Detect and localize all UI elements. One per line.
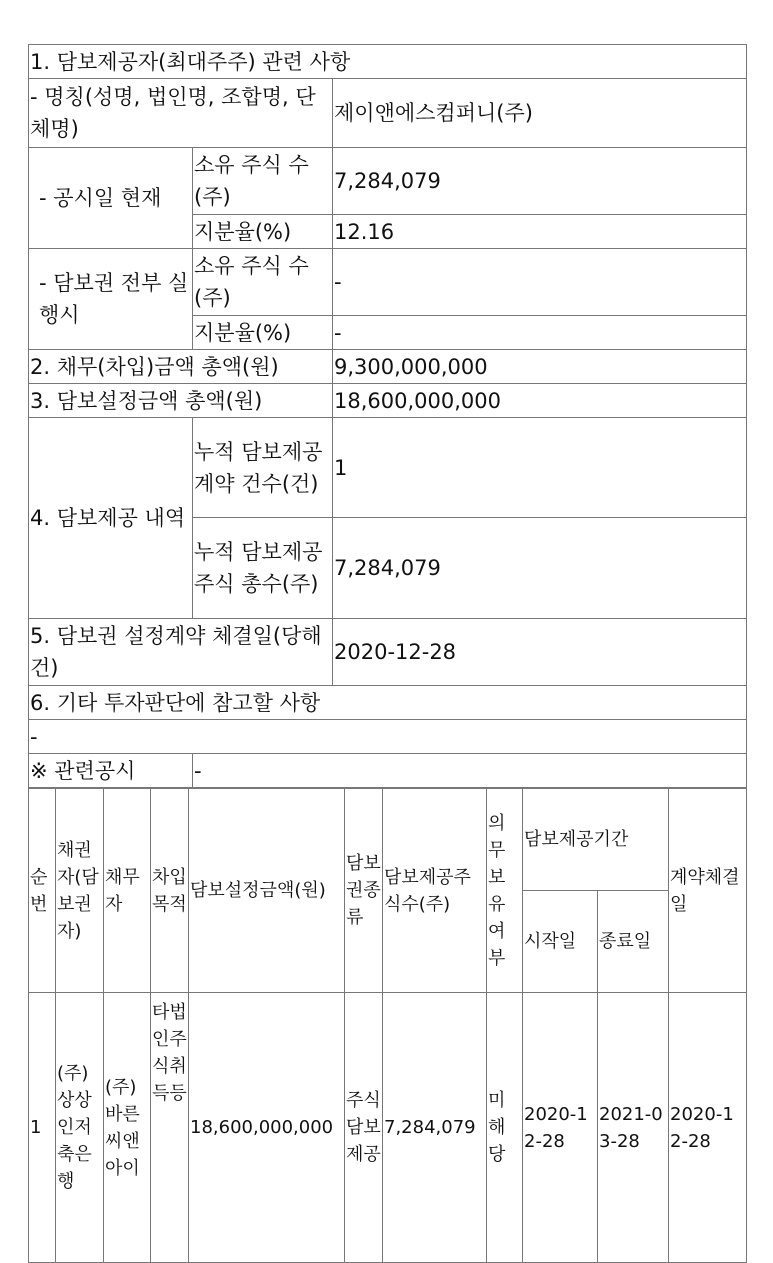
- exercise-ratio-value: -: [333, 316, 747, 350]
- row-type: 주식담보제공: [345, 993, 383, 1263]
- contract-count-value: 1: [333, 418, 747, 518]
- collateral-amount-label: 3. 담보설정금액 총액(원): [29, 384, 333, 418]
- exercise-ratio-label: 지분율(%): [193, 316, 333, 350]
- current-ratio-label: 지분율(%): [193, 215, 333, 249]
- row-start: 2020-12-28: [523, 993, 598, 1263]
- exercise-label: - 담보권 전부 실행시: [29, 249, 193, 350]
- holder-name-label: - 명칭(성명, 법인명, 조합명, 단체명): [29, 79, 333, 148]
- contract-date-label: 5. 담보권 설정계약 체결일(당해 건): [29, 619, 333, 686]
- header-contract-date: 계약체결일: [669, 789, 747, 993]
- row-creditor: (주)상상인저축은행: [56, 993, 104, 1263]
- header-start: 시작일: [523, 891, 598, 993]
- header-end: 종료일: [598, 891, 669, 993]
- disclosure-sheet: [28, 44, 746, 1263]
- row-purpose: 타법인주식취득등: [151, 993, 189, 1263]
- collateral-amount-value: 18,600,000,000: [333, 384, 747, 418]
- related-disclosure-label: ※ 관련공시: [29, 754, 193, 788]
- header-debtor: 채무자: [104, 789, 151, 993]
- related-disclosure-value: -: [193, 754, 747, 788]
- contract-count-label: 누적 담보제공 계약 건수(건): [193, 418, 333, 518]
- row-debtor: (주)바른씨앤아이: [104, 993, 151, 1263]
- exercise-shares-value: -: [333, 249, 747, 316]
- header-duty: 의무보유여부: [487, 789, 523, 993]
- exercise-shares-label: 소유 주식 수(주): [193, 249, 333, 316]
- row-end: 2021-03-28: [598, 993, 669, 1263]
- collateral-detail-table: [28, 788, 747, 1263]
- header-shares: 담보제공주식수(주): [383, 789, 487, 993]
- contract-date-value: 2020-12-28: [333, 619, 747, 686]
- summary-table: [28, 44, 747, 788]
- row-amount: 18,600,000,000: [189, 993, 345, 1263]
- debt-amount-label: 2. 채무(차입)금액 총액(원): [29, 350, 333, 384]
- header-creditor: 채권자(담보권자): [56, 789, 104, 993]
- pledged-shares-value: 7,284,079: [333, 518, 747, 619]
- header-type: 담보권종류: [345, 789, 383, 993]
- section-1-title: 1. 담보제공자(최대주주) 관련 사항: [29, 45, 747, 79]
- row-no: 1: [29, 993, 56, 1263]
- header-period: 담보제공기간: [523, 789, 669, 891]
- current-label: - 공시일 현재: [29, 148, 193, 249]
- header-amount: 담보설정금액(원): [189, 789, 345, 993]
- row-shares: 7,284,079: [383, 993, 487, 1263]
- header-no: 순번: [29, 789, 56, 993]
- holder-name-value: 제이앤에스컴퍼니(주): [333, 79, 747, 148]
- current-shares-label: 소유 주식 수(주): [193, 148, 333, 215]
- collateral-detail-label: 4. 담보제공 내역: [29, 418, 193, 619]
- current-shares-value: 7,284,079: [333, 148, 747, 215]
- row-contract-date: 2020-12-28: [669, 993, 747, 1263]
- row-duty: 미해당: [487, 993, 523, 1263]
- other-info-label: 6. 기타 투자판단에 참고할 사항: [29, 686, 747, 720]
- debt-amount-value: 9,300,000,000: [333, 350, 747, 384]
- other-info-value: -: [29, 720, 747, 754]
- current-ratio-value: 12.16: [333, 215, 747, 249]
- header-purpose: 차입목적: [151, 789, 189, 993]
- pledged-shares-label: 누적 담보제공 주식 총수(주): [193, 518, 333, 619]
